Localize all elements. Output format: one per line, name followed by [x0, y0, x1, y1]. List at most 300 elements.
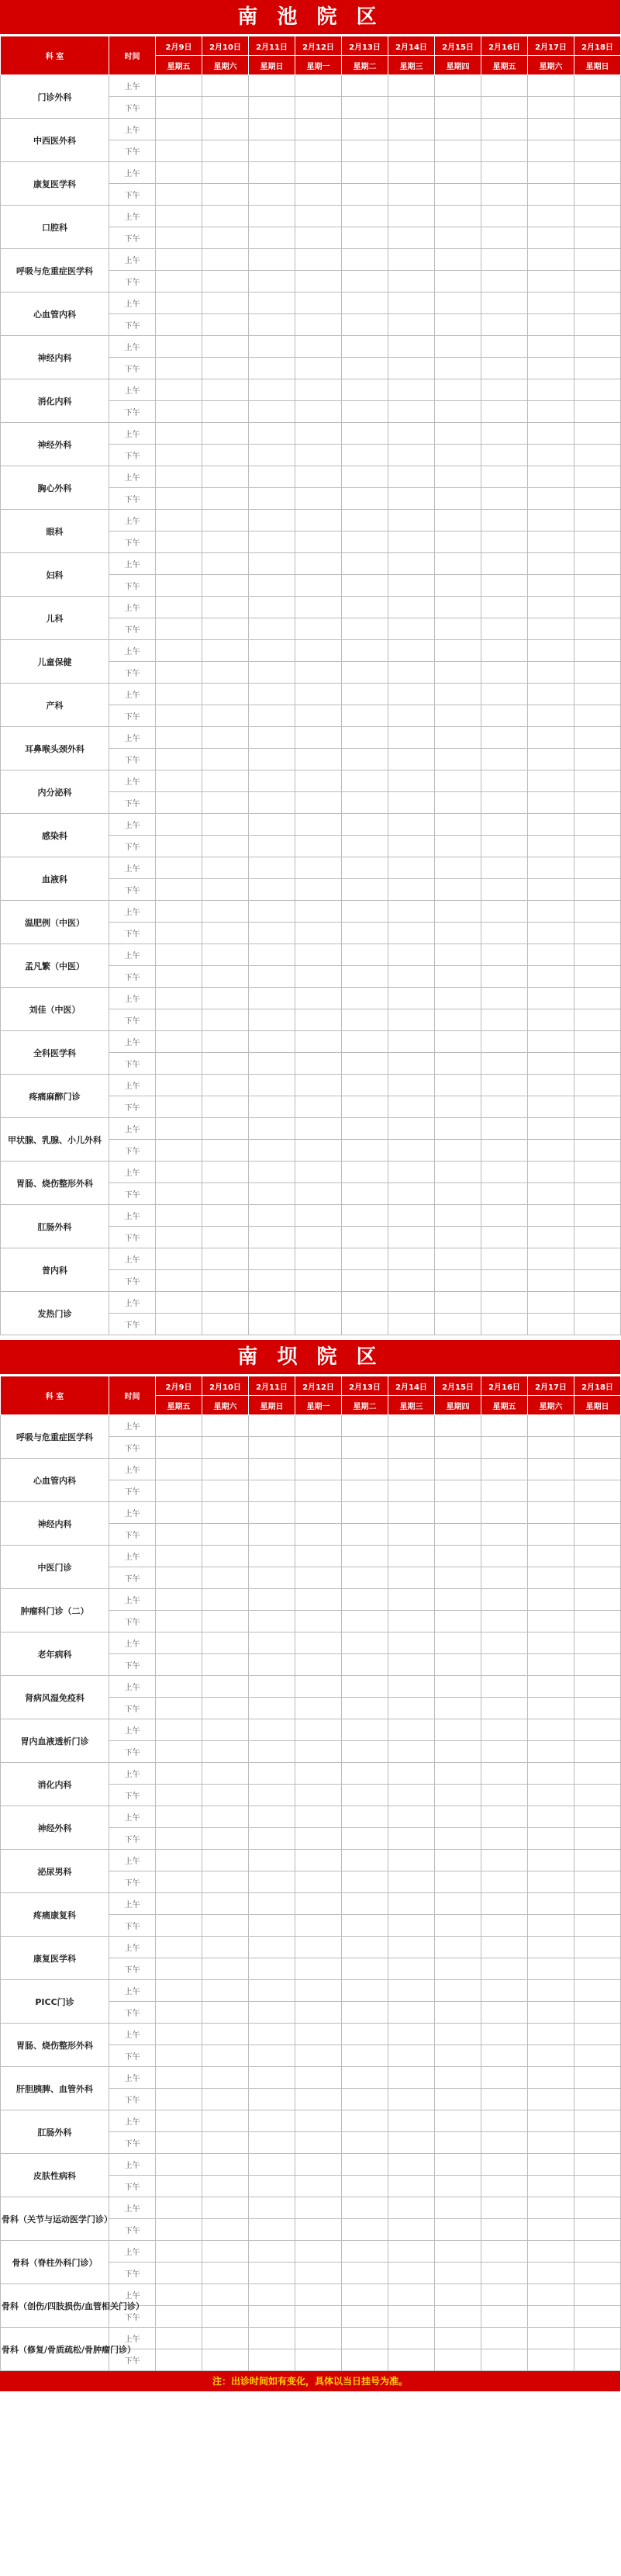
schedule-cell	[435, 119, 481, 140]
schedule-cell	[481, 1611, 528, 1633]
time-slot: 下午	[109, 2045, 156, 2067]
schedule-cell	[342, 1937, 388, 1958]
schedule-cell	[342, 1676, 388, 1698]
schedule-cell	[435, 2306, 481, 2328]
schedule-cell	[388, 336, 435, 358]
schedule-cell	[249, 1227, 295, 1248]
schedule-cell	[295, 944, 342, 966]
schedule-cell	[202, 597, 249, 618]
dept-name: 内分泌科	[1, 770, 109, 814]
dept-name: 泌尿男科	[1, 1850, 109, 1893]
time-slot: 上午	[109, 119, 156, 140]
schedule-cell	[295, 2284, 342, 2306]
schedule-cell	[481, 2002, 528, 2024]
schedule-cell	[388, 466, 435, 488]
section1-title: 南 池 院 区	[0, 0, 620, 36]
schedule-cell	[388, 1741, 435, 1763]
schedule-cell	[481, 1567, 528, 1589]
schedule-cell	[388, 1567, 435, 1589]
dept-name: 中西医外科	[1, 119, 109, 162]
schedule-cell	[156, 662, 202, 684]
schedule-cell	[249, 1314, 295, 1335]
schedule-cell	[342, 2045, 388, 2067]
schedule-cell	[249, 575, 295, 597]
header-date: 2月15日	[435, 36, 481, 56]
schedule-cell	[388, 2045, 435, 2067]
section1-table	[0, 36, 621, 1335]
schedule-cell	[574, 184, 621, 206]
schedule-cell	[481, 466, 528, 488]
schedule-cell	[342, 2176, 388, 2197]
time-slot: 上午	[109, 944, 156, 966]
schedule-cell	[342, 1763, 388, 1785]
schedule-cell	[574, 1567, 621, 1589]
time-slot: 下午	[109, 358, 156, 379]
time-slot: 上午	[109, 1850, 156, 1871]
schedule-cell	[249, 184, 295, 206]
table-row	[1, 249, 621, 271]
schedule-cell	[295, 1270, 342, 1292]
schedule-cell	[202, 2002, 249, 2024]
dept-name: 胃肠、烧伤整形外科	[1, 2024, 109, 2067]
schedule-cell	[342, 1567, 388, 1589]
schedule-cell	[528, 2089, 574, 2110]
schedule-cell	[435, 1118, 481, 1140]
schedule-cell	[295, 1227, 342, 1248]
schedule-cell	[528, 1850, 574, 1871]
schedule-cell	[574, 1850, 621, 1871]
schedule-cell	[435, 1205, 481, 1227]
schedule-cell	[156, 2263, 202, 2284]
schedule-cell	[435, 1915, 481, 1937]
schedule-cell	[388, 662, 435, 684]
table-row	[1, 1205, 621, 1227]
table-row	[1, 2284, 621, 2306]
schedule-cell	[249, 249, 295, 271]
schedule-cell	[528, 1980, 574, 2002]
schedule-cell	[574, 2154, 621, 2176]
time-slot: 上午	[109, 684, 156, 705]
schedule-cell	[388, 140, 435, 162]
schedule-cell	[574, 618, 621, 640]
dept-name: 骨科（修复/骨质疏松/骨肿瘤门诊）	[1, 2328, 109, 2371]
schedule-cell	[202, 2306, 249, 2328]
schedule-cell	[249, 314, 295, 336]
schedule-cell	[249, 1546, 295, 1567]
schedule-cell	[574, 2219, 621, 2241]
schedule-cell	[249, 2132, 295, 2154]
schedule-cell	[388, 1205, 435, 1227]
schedule-cell	[295, 466, 342, 488]
schedule-cell	[249, 684, 295, 705]
schedule-cell	[388, 1292, 435, 1314]
schedule-cell	[156, 1676, 202, 1698]
schedule-cell	[388, 1763, 435, 1785]
time-slot: 上午	[109, 2154, 156, 2176]
schedule-cell	[295, 879, 342, 901]
schedule-cell	[435, 1140, 481, 1162]
schedule-cell	[295, 1053, 342, 1075]
schedule-cell	[388, 1611, 435, 1633]
schedule-cell	[481, 1589, 528, 1611]
schedule-cell	[342, 1589, 388, 1611]
schedule-cell	[249, 1140, 295, 1162]
schedule-cell	[481, 2045, 528, 2067]
schedule-cell	[528, 879, 574, 901]
schedule-cell	[481, 2328, 528, 2349]
schedule-cell	[342, 97, 388, 119]
schedule-cell	[202, 618, 249, 640]
schedule-cell	[435, 1524, 481, 1546]
time-slot: 下午	[109, 792, 156, 814]
schedule-cell	[481, 1227, 528, 1248]
schedule-cell	[249, 1075, 295, 1096]
schedule-cell	[202, 662, 249, 684]
time-slot: 下午	[109, 1828, 156, 1850]
schedule-cell	[528, 1292, 574, 1314]
schedule-cell	[342, 445, 388, 466]
schedule-cell	[156, 597, 202, 618]
schedule-cell	[481, 1741, 528, 1763]
schedule-cell	[528, 2110, 574, 2132]
schedule-cell	[156, 1937, 202, 1958]
schedule-cell	[249, 1719, 295, 1741]
time-slot: 上午	[109, 2067, 156, 2089]
schedule-cell	[202, 140, 249, 162]
schedule-cell	[388, 1480, 435, 1502]
schedule-cell	[528, 1162, 574, 1183]
time-slot: 上午	[109, 988, 156, 1009]
schedule-cell	[481, 162, 528, 184]
schedule-cell	[156, 2349, 202, 2371]
time-slot: 下午	[109, 618, 156, 640]
schedule-cell	[435, 1415, 481, 1437]
schedule-cell	[156, 1698, 202, 1719]
schedule-cell	[435, 1031, 481, 1053]
schedule-cell	[528, 988, 574, 1009]
schedule-cell	[202, 879, 249, 901]
schedule-cell	[574, 662, 621, 684]
schedule-cell	[156, 1314, 202, 1335]
schedule-cell	[388, 119, 435, 140]
schedule-cell	[435, 684, 481, 705]
schedule-cell	[202, 1415, 249, 1437]
schedule-cell	[435, 1314, 481, 1335]
schedule-cell	[574, 1227, 621, 1248]
schedule-cell	[528, 119, 574, 140]
schedule-cell	[342, 879, 388, 901]
schedule-cell	[435, 206, 481, 227]
schedule-cell	[388, 836, 435, 857]
schedule-cell	[342, 1850, 388, 1871]
time-slot: 上午	[109, 2284, 156, 2306]
schedule-cell	[249, 293, 295, 314]
schedule-cell	[574, 423, 621, 445]
schedule-cell	[574, 401, 621, 423]
schedule-cell	[528, 944, 574, 966]
schedule-cell	[202, 1227, 249, 1248]
schedule-cell	[481, 1031, 528, 1053]
schedule-cell	[249, 423, 295, 445]
schedule-cell	[342, 227, 388, 249]
schedule-cell	[528, 1915, 574, 1937]
schedule-cell	[574, 162, 621, 184]
schedule-cell	[202, 2284, 249, 2306]
schedule-cell	[156, 684, 202, 705]
schedule-cell	[156, 2110, 202, 2132]
schedule-cell	[342, 575, 388, 597]
schedule-cell	[435, 988, 481, 1009]
table-row	[1, 1763, 621, 1785]
time-slot: 下午	[109, 879, 156, 901]
schedule-cell	[342, 1893, 388, 1915]
time-slot: 上午	[109, 1292, 156, 1314]
schedule-cell	[156, 923, 202, 944]
time-slot: 下午	[109, 1314, 156, 1335]
schedule-cell	[481, 2219, 528, 2241]
schedule-cell	[249, 836, 295, 857]
schedule-cell	[388, 510, 435, 531]
schedule-cell	[156, 227, 202, 249]
dept-name: 产科	[1, 684, 109, 727]
schedule-cell	[528, 923, 574, 944]
schedule-cell	[528, 1654, 574, 1676]
header-date: 2月18日	[574, 1376, 621, 1396]
schedule-cell	[202, 379, 249, 401]
schedule-cell	[295, 2263, 342, 2284]
schedule-cell	[295, 293, 342, 314]
schedule-cell	[295, 2089, 342, 2110]
schedule-cell	[574, 1205, 621, 1227]
schedule-cell	[156, 1009, 202, 1031]
schedule-cell	[156, 553, 202, 575]
schedule-cell	[156, 727, 202, 749]
schedule-cell	[249, 2241, 295, 2263]
schedule-cell	[342, 314, 388, 336]
schedule-cell	[574, 1958, 621, 1980]
schedule-cell	[295, 988, 342, 1009]
schedule-cell	[574, 510, 621, 531]
schedule-cell	[249, 1654, 295, 1676]
schedule-cell	[342, 1806, 388, 1828]
schedule-cell	[481, 1958, 528, 1980]
schedule-cell	[342, 1248, 388, 1270]
schedule-cell	[481, 597, 528, 618]
schedule-cell	[295, 488, 342, 510]
schedule-cell	[435, 1270, 481, 1292]
schedule-cell	[249, 379, 295, 401]
schedule-cell	[295, 119, 342, 140]
section2-table	[0, 1376, 621, 2371]
schedule-cell	[202, 2045, 249, 2067]
schedule-cell	[435, 1850, 481, 1871]
schedule-cell	[481, 923, 528, 944]
schedule-cell	[574, 2176, 621, 2197]
time-slot: 下午	[109, 2219, 156, 2241]
schedule-cell	[249, 1741, 295, 1763]
schedule-cell	[202, 1958, 249, 1980]
schedule-cell	[435, 857, 481, 879]
time-slot: 上午	[109, 770, 156, 792]
time-slot: 上午	[109, 379, 156, 401]
schedule-cell	[574, 466, 621, 488]
schedule-cell	[342, 1785, 388, 1806]
schedule-cell	[528, 1741, 574, 1763]
schedule-cell	[249, 1589, 295, 1611]
time-slot: 下午	[109, 966, 156, 988]
schedule-cell	[435, 1763, 481, 1785]
time-slot: 下午	[109, 2263, 156, 2284]
schedule-cell	[481, 836, 528, 857]
schedule-cell	[295, 1611, 342, 1633]
schedule-cell	[481, 1893, 528, 1915]
time-slot: 上午	[109, 640, 156, 662]
schedule-cell	[202, 1096, 249, 1118]
schedule-cell	[342, 531, 388, 553]
schedule-cell	[388, 1633, 435, 1654]
schedule-cell	[481, 97, 528, 119]
schedule-cell	[574, 1937, 621, 1958]
schedule-cell	[202, 293, 249, 314]
header-weekday: 星期六	[528, 56, 574, 75]
schedule-cell	[388, 1053, 435, 1075]
schedule-cell	[202, 1676, 249, 1698]
schedule-cell	[295, 966, 342, 988]
schedule-cell	[342, 1480, 388, 1502]
schedule-cell	[249, 119, 295, 140]
schedule-cell	[156, 705, 202, 727]
schedule-cell	[202, 1915, 249, 1937]
schedule-cell	[342, 1227, 388, 1248]
schedule-cell	[202, 2197, 249, 2219]
schedule-cell	[481, 140, 528, 162]
table-row	[1, 2154, 621, 2176]
schedule-cell	[481, 445, 528, 466]
schedule-cell	[156, 836, 202, 857]
dept-name: 康复医学科	[1, 1937, 109, 1980]
schedule-cell	[388, 553, 435, 575]
schedule-cell	[435, 879, 481, 901]
schedule-cell	[295, 1719, 342, 1741]
schedule-cell	[481, 1205, 528, 1227]
schedule-cell	[481, 901, 528, 923]
schedule-cell	[388, 575, 435, 597]
schedule-cell	[156, 2089, 202, 2110]
schedule-cell	[295, 2045, 342, 2067]
table-row	[1, 1980, 621, 2002]
schedule-cell	[574, 2197, 621, 2219]
schedule-cell	[435, 162, 481, 184]
schedule-cell	[528, 1415, 574, 1437]
schedule-cell	[481, 1763, 528, 1785]
schedule-cell	[156, 618, 202, 640]
schedule-cell	[156, 2002, 202, 2024]
schedule-cell	[481, 1292, 528, 1314]
table-row	[1, 466, 621, 488]
schedule-cell	[388, 184, 435, 206]
schedule-cell	[388, 1162, 435, 1183]
dept-name: 皮肤性病科	[1, 2154, 109, 2197]
schedule-cell	[574, 1611, 621, 1633]
header-weekday: 星期日	[574, 1396, 621, 1415]
schedule-cell	[342, 271, 388, 293]
schedule-cell	[528, 2067, 574, 2089]
schedule-cell	[481, 1437, 528, 1459]
schedule-cell	[574, 1096, 621, 1118]
schedule-cell	[388, 293, 435, 314]
schedule-cell	[528, 249, 574, 271]
schedule-cell	[435, 445, 481, 466]
schedule-cell	[295, 1567, 342, 1589]
schedule-cell	[342, 2263, 388, 2284]
schedule-cell	[481, 792, 528, 814]
schedule-cell	[388, 97, 435, 119]
schedule-cell	[202, 705, 249, 727]
schedule-cell	[481, 2306, 528, 2328]
schedule-cell	[435, 1785, 481, 1806]
schedule-cell	[481, 423, 528, 445]
schedule-cell	[435, 1806, 481, 1828]
schedule-cell	[528, 836, 574, 857]
schedule-cell	[342, 2154, 388, 2176]
time-slot: 下午	[109, 140, 156, 162]
table-row	[1, 2328, 621, 2349]
schedule-cell	[481, 966, 528, 988]
schedule-cell	[156, 1546, 202, 1567]
schedule-cell	[528, 1524, 574, 1546]
schedule-cell	[156, 988, 202, 1009]
schedule-cell	[202, 488, 249, 510]
schedule-cell	[435, 2024, 481, 2045]
schedule-cell	[435, 1958, 481, 1980]
time-slot: 上午	[109, 1415, 156, 1437]
schedule-cell	[295, 1806, 342, 1828]
schedule-cell	[202, 923, 249, 944]
schedule-cell	[295, 75, 342, 97]
schedule-cell	[388, 2176, 435, 2197]
schedule-cell	[202, 227, 249, 249]
schedule-cell	[295, 1958, 342, 1980]
schedule-cell	[574, 1292, 621, 1314]
time-slot: 下午	[109, 2349, 156, 2371]
schedule-cell	[202, 1589, 249, 1611]
header-weekday: 星期日	[574, 56, 621, 75]
time-slot: 下午	[109, 662, 156, 684]
schedule-cell	[388, 857, 435, 879]
schedule-cell	[342, 1719, 388, 1741]
schedule-cell	[481, 1871, 528, 1893]
schedule-cell	[249, 857, 295, 879]
header-dept: 科 室	[1, 1376, 109, 1415]
schedule-cell	[481, 2089, 528, 2110]
schedule-cell	[156, 2045, 202, 2067]
schedule-cell	[481, 770, 528, 792]
schedule-cell	[574, 2241, 621, 2263]
schedule-cell	[156, 1850, 202, 1871]
schedule-cell	[202, 1437, 249, 1459]
time-slot: 上午	[109, 1633, 156, 1654]
schedule-cell	[435, 1292, 481, 1314]
schedule-cell	[342, 1415, 388, 1437]
schedule-cell	[342, 162, 388, 184]
schedule-cell	[156, 379, 202, 401]
schedule-cell	[342, 2067, 388, 2089]
schedule-cell	[528, 358, 574, 379]
schedule-cell	[574, 1698, 621, 1719]
schedule-cell	[528, 1480, 574, 1502]
schedule-cell	[249, 1437, 295, 1459]
schedule-cell	[574, 1248, 621, 1270]
